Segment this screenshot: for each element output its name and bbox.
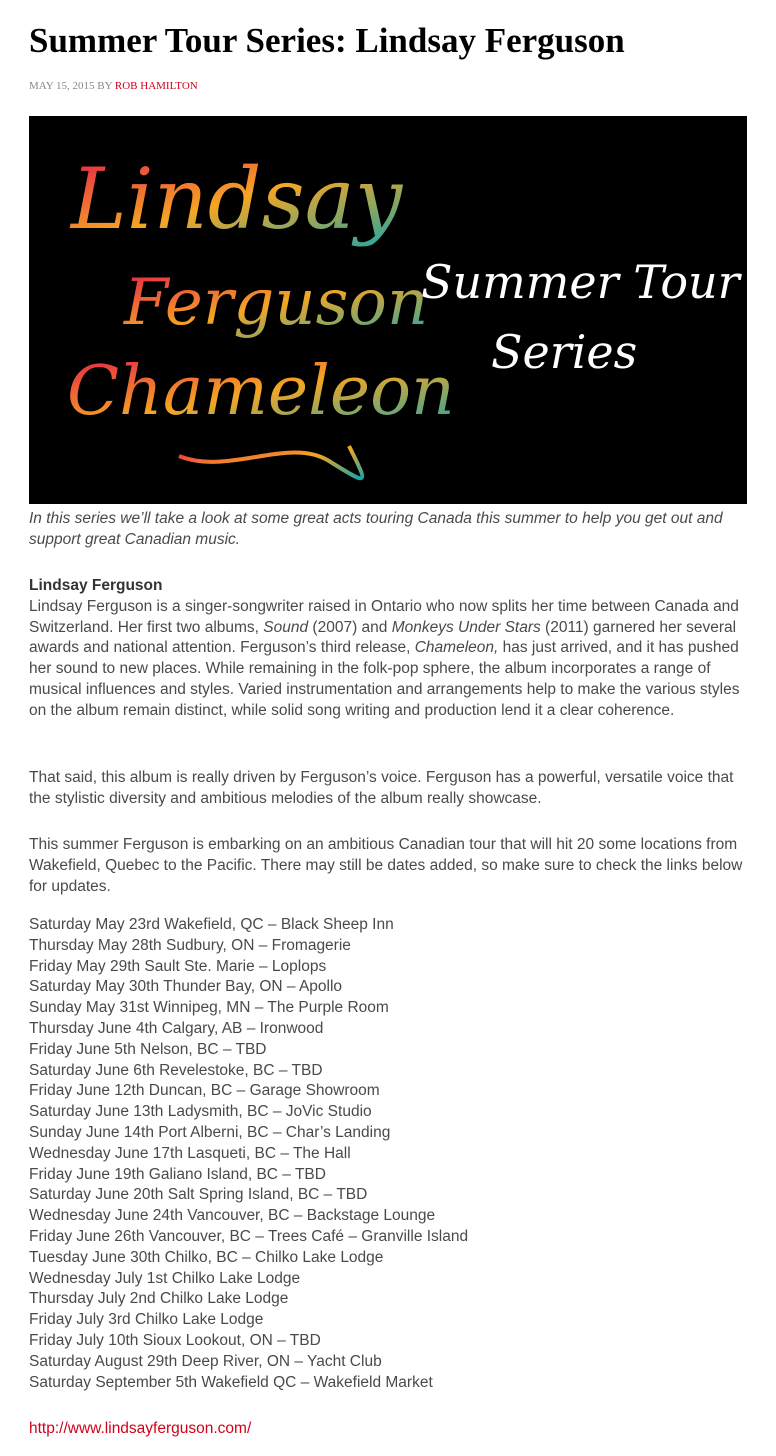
album-monkeys-under-stars: Monkeys Under Stars	[391, 618, 541, 636]
artist-name-line1: Lindsay	[71, 150, 403, 248]
tour-dates-list	[29, 915, 759, 1393]
tour-date-item: Friday June 19th Galiano Island, BC – TBD	[29, 1165, 326, 1183]
artist-website-link[interactable]: http://www.lindsayferguson.com/	[29, 1420, 252, 1437]
album-sound: Sound	[263, 618, 309, 636]
tour-date-item: Saturday June 20th Salt Spring Island, BC – TBD	[29, 1186, 368, 1204]
tour-date-item: Friday June 5th Nelson, BC – TBD	[29, 1040, 267, 1058]
tour-date-item: Wednesday June 24th Vancouver, BC – Backstage Lounge	[29, 1207, 436, 1225]
image-caption: In this series we’ll take a look at some great acts touring Canada this summer to help you get out and support great Canadian music.	[29, 510, 723, 548]
series-title-line2: Series	[491, 325, 638, 379]
tour-date-item: Wednesday July 1st Chilko Lake Lodge	[29, 1269, 301, 1287]
paragraph-3: This summer Ferguson is embarking on an ambitious Canadian tour that will hit 20 some locations from Wakefield, Quebec to the Pacific. There may still be dates added, so make sure to check the links below for updates.	[29, 836, 743, 895]
tour-date-item: Friday May 29th Sault Ste. Marie – Loplops	[29, 957, 327, 975]
tour-date-item: Thursday June 4th Calgary, AB – Ironwood	[29, 1019, 324, 1037]
page-title: Summer Tour Series: Lindsay Ferguson	[29, 21, 625, 60]
tour-date-item: Wednesday June 17th Lasqueti, BC – The Hall	[29, 1144, 351, 1162]
post-date: MAY 15, 2015	[29, 80, 95, 92]
album-title: Chameleon	[67, 352, 455, 431]
tour-date-item: Saturday June 6th Revelestoke, BC – TBD	[29, 1061, 323, 1079]
tour-date-item: Friday July 3rd Chilko Lake Lodge	[29, 1311, 264, 1329]
series-title-line1: Summer Tour	[421, 255, 740, 309]
author-link[interactable]: ROB HAMILTON	[114, 80, 198, 92]
tour-date-item: Saturday August 29th Deep River, ON – Yacht Club	[29, 1352, 382, 1370]
by-label: BY	[97, 80, 113, 92]
tour-date-item: Sunday May 31st Winnipeg, MN – The Purple Room	[29, 999, 389, 1017]
tour-date-item: Thursday July 2nd Chilko Lake Lodge	[29, 1290, 289, 1308]
section-heading: Lindsay Ferguson	[29, 577, 163, 594]
intro-section	[29, 576, 759, 722]
tour-date-item: Friday June 12th Duncan, BC – Garage Showroom	[29, 1082, 380, 1100]
artist-name-line2: Ferguson	[124, 266, 429, 340]
tour-date-item: Friday July 10th Sioux Lookout, ON – TBD	[29, 1331, 321, 1349]
tour-date-item: Saturday May 23rd Wakefield, QC – Black Sheep Inn	[29, 916, 394, 933]
post-meta	[29, 79, 198, 93]
tour-date-item: Thursday May 28th Sudbury, ON – Fromagerie	[29, 936, 351, 954]
tour-date-item: Friday June 26th Vancouver, BC – Trees Café – Granville Island	[29, 1227, 469, 1245]
tour-date-item: Saturday September 5th Wakefield QC – Wakefield Market	[29, 1373, 433, 1391]
tour-date-item: Sunday June 14th Port Alberni, BC – Char’s Landing	[29, 1123, 391, 1141]
featured-image	[29, 116, 747, 504]
tour-date-item: Tuesday June 30th Chilko, BC – Chilko Lake Lodge	[29, 1248, 384, 1266]
paragraph-2: That said, this album is really driven by Ferguson’s voice. Ferguson has a powerful, versatile voice that the stylistic diversity and ambitious melodies of the album really showcase.	[29, 769, 734, 807]
paragraph-1: Lindsay Ferguson is a singer-songwriter raised in Ontario who now splits her time between Canada and Switzerland. Her first two albums, Sound (2007) and Monkeys Under Stars (2011) garnered her several awards and national attention. Ferguson’s third release, Chameleon, has just arrived, and it has pushed her sound to new places. While remaining in the folk-pop sphere, the album incorporates a range of musical influences and styles. Varied instrumentation and arrangements help to make the various styles on the album remain distinct, while solid song writing and production lend it a clear coherence.	[29, 597, 740, 719]
banner-graphic	[29, 116, 747, 504]
tour-date-item: Saturday June 13th Ladysmith, BC – JoVic Studio	[29, 1103, 372, 1121]
album-chameleon: Chameleon,	[414, 639, 499, 657]
tour-date-item: Saturday May 30th Thunder Bay, ON – Apollo	[29, 978, 343, 996]
